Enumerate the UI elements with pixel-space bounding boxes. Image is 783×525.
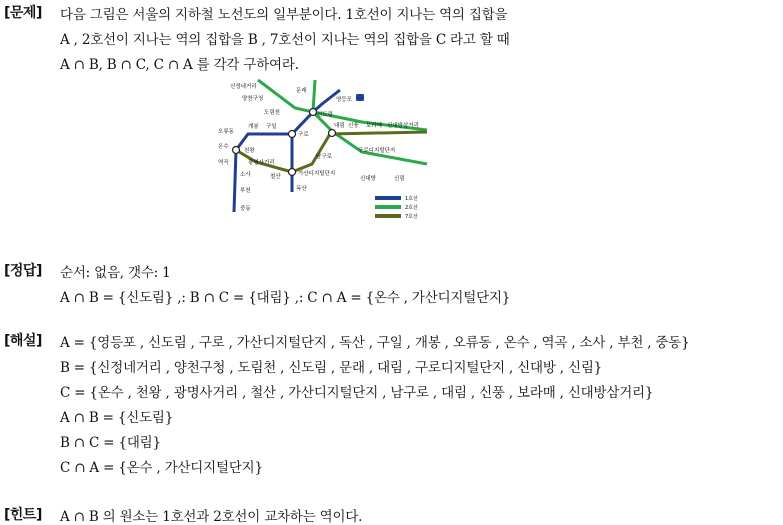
line-2-branch (313, 80, 315, 112)
hint-tag: [힌트] (4, 507, 42, 523)
station-sinpung: 신풍 (348, 123, 359, 129)
answer-line-2: A ∩ B = {신도림} ,: B ∩ C = {대림} ,: C ∩ A = {온수 , 가산디지털단지} (60, 290, 511, 306)
station-sindaebangsamgeori: 신대방삼거리 (387, 123, 419, 129)
explanation-line-3: C = {온수 , 천왕 , 광명사거리 , 철산 , 가산디지털단지 , 남구로 , 대림 , 신풍 , 보라매 , 신대방삼거리} (60, 385, 654, 401)
station-jungdong: 중동 (240, 206, 251, 212)
problem-line-3: A ∩ B, B ∩ C, C ∩ A 를 각각 구하여라. (60, 57, 299, 73)
problem-line-2: A , 2호선이 지나는 역의 집합을 B , 7호선이 지나는 역의 집합을 C 라고 할 때 (60, 32, 510, 48)
station-guro: 구로 (298, 132, 309, 138)
station-cheonwang: 천왕 (244, 148, 255, 154)
station-daerim: 대림 (334, 123, 345, 129)
explanation-line-5: B ∩ C = {대림} (60, 435, 161, 451)
explanation-tag: [해설] (4, 333, 42, 349)
station-doksan: 독산 (296, 186, 307, 192)
explanation-line-1: A = {영등포 , 신도림 , 구로 , 가산디지털단지 , 독산 , 구일 , 개봉 , 오류동 , 온수 , 역곡 , 소사 , 부천 , 중동} (60, 335, 690, 351)
station-boramae: 보라매 (366, 123, 382, 129)
legend-swatch-line-1 (375, 196, 401, 200)
station-sillim: 신림 (394, 176, 405, 182)
legend-label-line-2: 2호선 (405, 205, 418, 211)
station-mullae: 문래 (296, 88, 307, 94)
station-sinjeong: 신정네거리 (230, 84, 257, 90)
station-namguro: 남구로 (316, 154, 332, 160)
station-bucheon: 부천 (240, 188, 251, 194)
problem-tag: [문제] (4, 5, 42, 21)
station-yangcheon: 양천구청 (242, 96, 264, 102)
transfer-daerim (329, 130, 336, 137)
legend-swatch-line-7 (375, 214, 401, 218)
explanation-line-4: A ∩ B = {신도림} (60, 410, 174, 426)
transfer-onsu (233, 147, 240, 154)
station-guil: 구일 (266, 124, 277, 130)
transfer-guro (289, 131, 296, 138)
station-cheolsan: 철산 (270, 174, 281, 180)
station-dorimcheon: 도림천 (264, 110, 280, 116)
station-gaebong: 개봉 (248, 124, 259, 130)
transfer-sindorim (310, 109, 317, 116)
legend-label-line-1: 1호선 (405, 196, 418, 202)
hint-line-1: A ∩ B 의 원소는 1호선과 2호선이 교차하는 역이다. (60, 509, 363, 525)
legend-swatch-line-2 (375, 205, 401, 209)
problem-line-1: 다음 그림은 서울의 지하철 노선도의 일부분이다. 1호선이 지나는 역의 집합을 (60, 7, 508, 23)
line-7-path (236, 132, 427, 172)
station-yeongdeungpo: 영등포 (336, 97, 352, 103)
station-yeokgok: 역곡 (218, 160, 229, 166)
train-icon (356, 94, 364, 101)
station-gurodigital: 구로디지털단지 (358, 148, 396, 154)
station-onsu: 온수 (218, 144, 229, 150)
station-sindaebang: 신대방 (360, 176, 376, 182)
answer-line-1: 순서: 없음, 갯수: 1 (60, 265, 171, 281)
station-gwangmyeong: 광명사거리 (248, 160, 275, 166)
station-sosa: 소사 (240, 172, 251, 178)
explanation-line-6: C ∩ A = {온수 , 가산디지털단지} (60, 460, 263, 476)
transfer-gasan (289, 169, 296, 176)
answer-tag: [정답] (4, 263, 42, 279)
explanation-line-2: B = {신정네거리 , 양천구청 , 도림천 , 신도림 , 문래 , 대림 , 구로디지털단지 , 신대방 , 신림} (60, 360, 603, 376)
station-sindorim: 신도림 (317, 112, 333, 118)
subway-map (212, 72, 434, 220)
station-gasan: 가산디지털단지 (298, 171, 336, 177)
station-orvdong: 오류동 (218, 129, 234, 135)
legend-label-line-7: 7호선 (405, 214, 418, 220)
